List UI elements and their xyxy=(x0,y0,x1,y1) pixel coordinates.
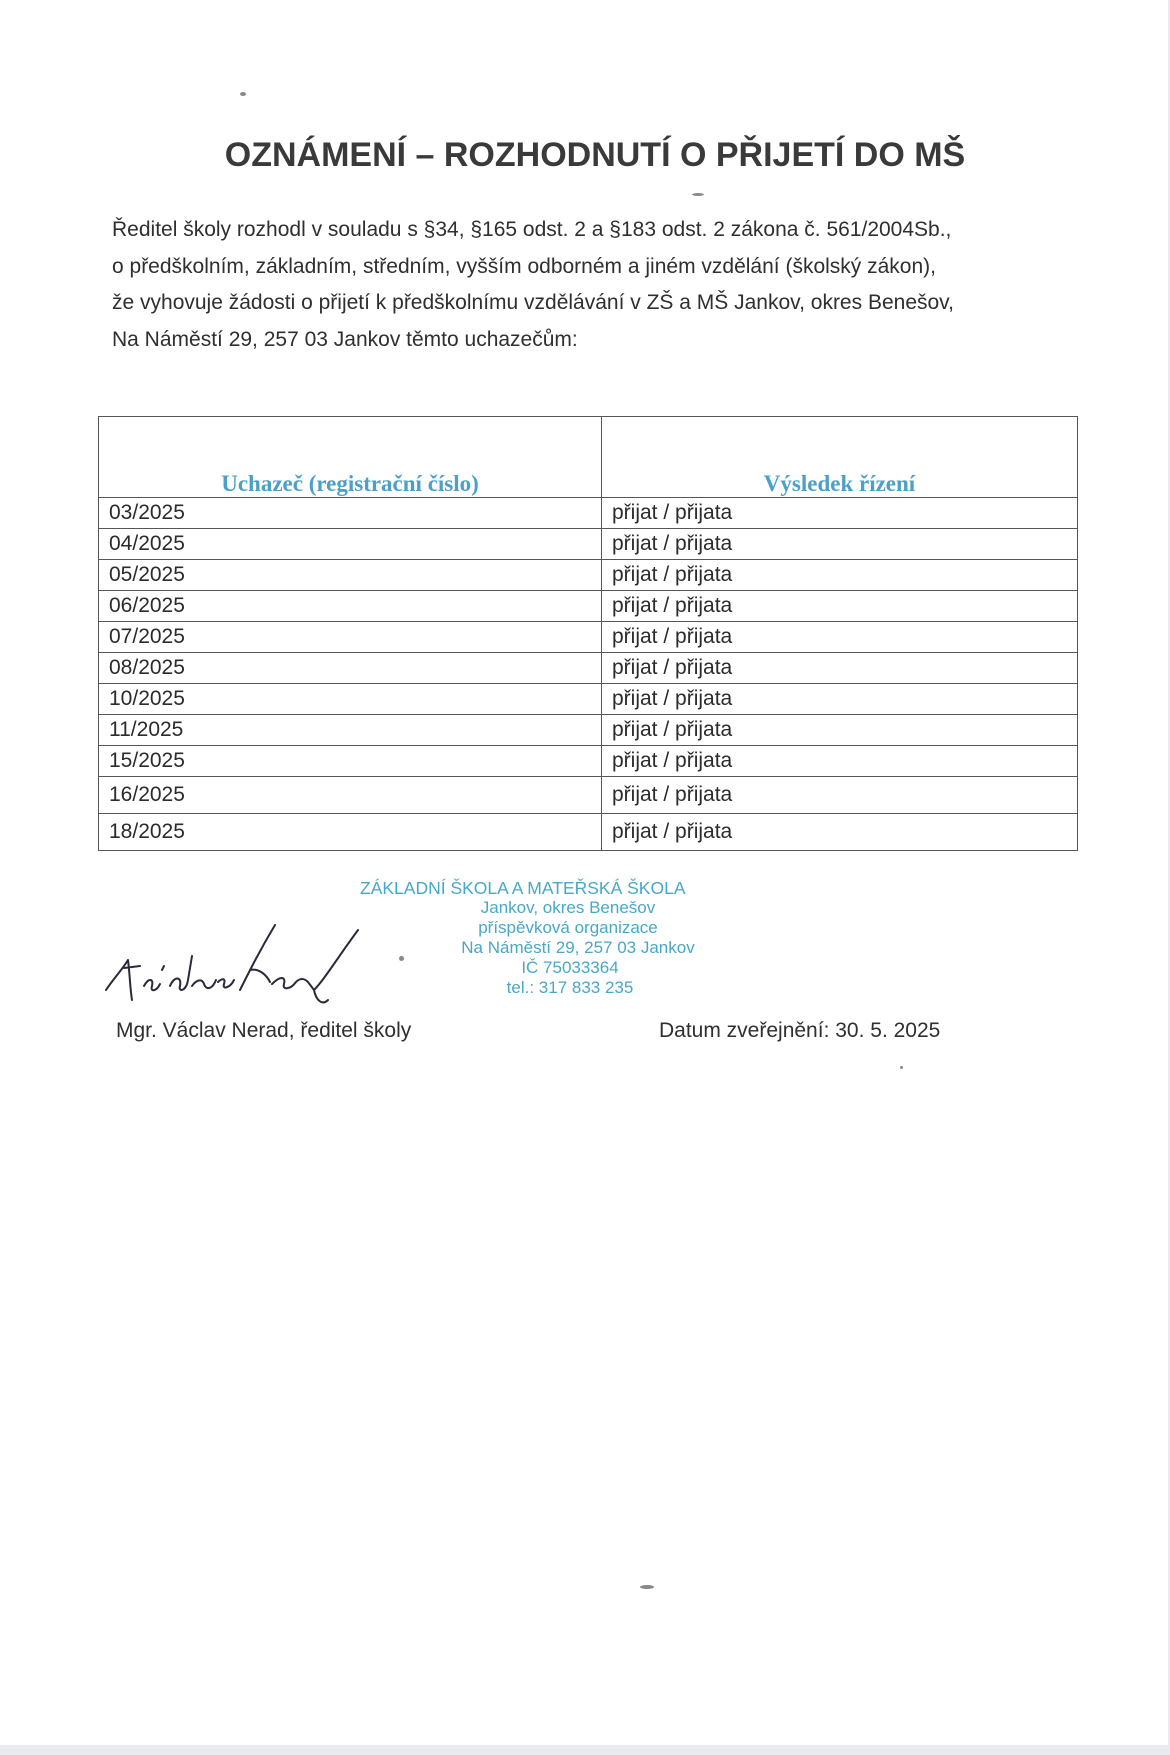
result-value: přijat / přijata xyxy=(602,560,1078,591)
scan-speck xyxy=(692,193,704,196)
scan-speck xyxy=(399,956,404,961)
intro-line: že vyhovuje žádosti o přijetí k předškolnímu vzdělávání v ZŠ a MŠ Jankov, okres Benešov, xyxy=(112,291,954,314)
intro-line: Ředitel školy rozhodl v souladu s §34, §165 odst. 2 a §183 odst. 2 zákona č. 561/2004Sb., xyxy=(112,218,952,241)
admission-results-table xyxy=(98,416,1078,851)
applicant-number: 07/2025 xyxy=(99,622,602,653)
applicant-number: 18/2025 xyxy=(99,814,602,851)
table-row xyxy=(99,560,1078,591)
result-value: přijat / přijata xyxy=(602,529,1078,560)
result-value: přijat / přijata xyxy=(602,653,1078,684)
table-header-row xyxy=(99,417,1078,498)
stamp-line: IČ 75033364 xyxy=(521,958,619,977)
stamp-line: ZÁKLADNÍ ŠKOLA A MATEŘSKÁ ŠKOLA xyxy=(360,878,686,898)
table-row xyxy=(99,498,1078,529)
applicant-number: 10/2025 xyxy=(99,684,602,715)
result-value: přijat / přijata xyxy=(602,622,1078,653)
applicant-number: 11/2025 xyxy=(99,715,602,746)
scan-speck xyxy=(900,1066,903,1069)
result-value: přijat / přijata xyxy=(602,498,1078,529)
intro-line: Na Náměstí 29, 257 03 Jankov těmto uchazečům: xyxy=(112,327,578,351)
stamp-line: Na Náměstí 29, 257 03 Jankov xyxy=(461,938,695,957)
scan-speck xyxy=(240,92,246,96)
result-value: přijat / přijata xyxy=(602,777,1078,814)
result-value: přijat / přijata xyxy=(602,715,1078,746)
table-row xyxy=(99,814,1078,851)
table-row xyxy=(99,529,1078,560)
applicant-number: 04/2025 xyxy=(99,529,602,560)
school-stamp xyxy=(350,878,750,998)
scan-speck xyxy=(640,1585,654,1589)
stamp-line: příspěvková organizace xyxy=(478,918,658,937)
applicant-number: 05/2025 xyxy=(99,560,602,591)
result-value: přijat / přijata xyxy=(602,814,1078,851)
applicant-number: 03/2025 xyxy=(99,498,602,529)
stamp-line: tel.: 317 833 235 xyxy=(506,978,634,997)
applicant-number: 15/2025 xyxy=(99,746,602,777)
intro-line: o předškolním, základním, středním, vyšším odborném a jiném vzdělání (školský zákon), xyxy=(112,254,936,278)
table-row xyxy=(99,746,1078,777)
result-value: přijat / přijata xyxy=(602,591,1078,622)
table-row xyxy=(99,777,1078,814)
result-value: přijat / přijata xyxy=(602,684,1078,715)
table-row xyxy=(99,653,1078,684)
stamp-line: Jankov, okres Benešov xyxy=(480,898,656,917)
column-header-result: Výsledek řízení xyxy=(602,417,1078,498)
signer-name: Mgr. Václav Nerad, ředitel školy xyxy=(116,1019,412,1042)
applicant-number: 16/2025 xyxy=(99,777,602,814)
applicant-number: 08/2025 xyxy=(99,653,602,684)
table-row xyxy=(99,622,1078,653)
column-header-applicant: Uchazeč (registrační číslo) xyxy=(99,417,602,498)
intro-paragraph xyxy=(112,212,1062,358)
table-row xyxy=(99,715,1078,746)
document-title: OZNÁMENÍ – ROZHODNUTÍ O PŘIJETÍ DO MŠ xyxy=(224,136,966,174)
table-row xyxy=(99,684,1078,715)
publication-date: Datum zveřejnění: 30. 5. 2025 xyxy=(659,1019,941,1042)
applicant-number: 06/2025 xyxy=(99,591,602,622)
result-value: přijat / přijata xyxy=(602,746,1078,777)
table-row xyxy=(99,591,1078,622)
